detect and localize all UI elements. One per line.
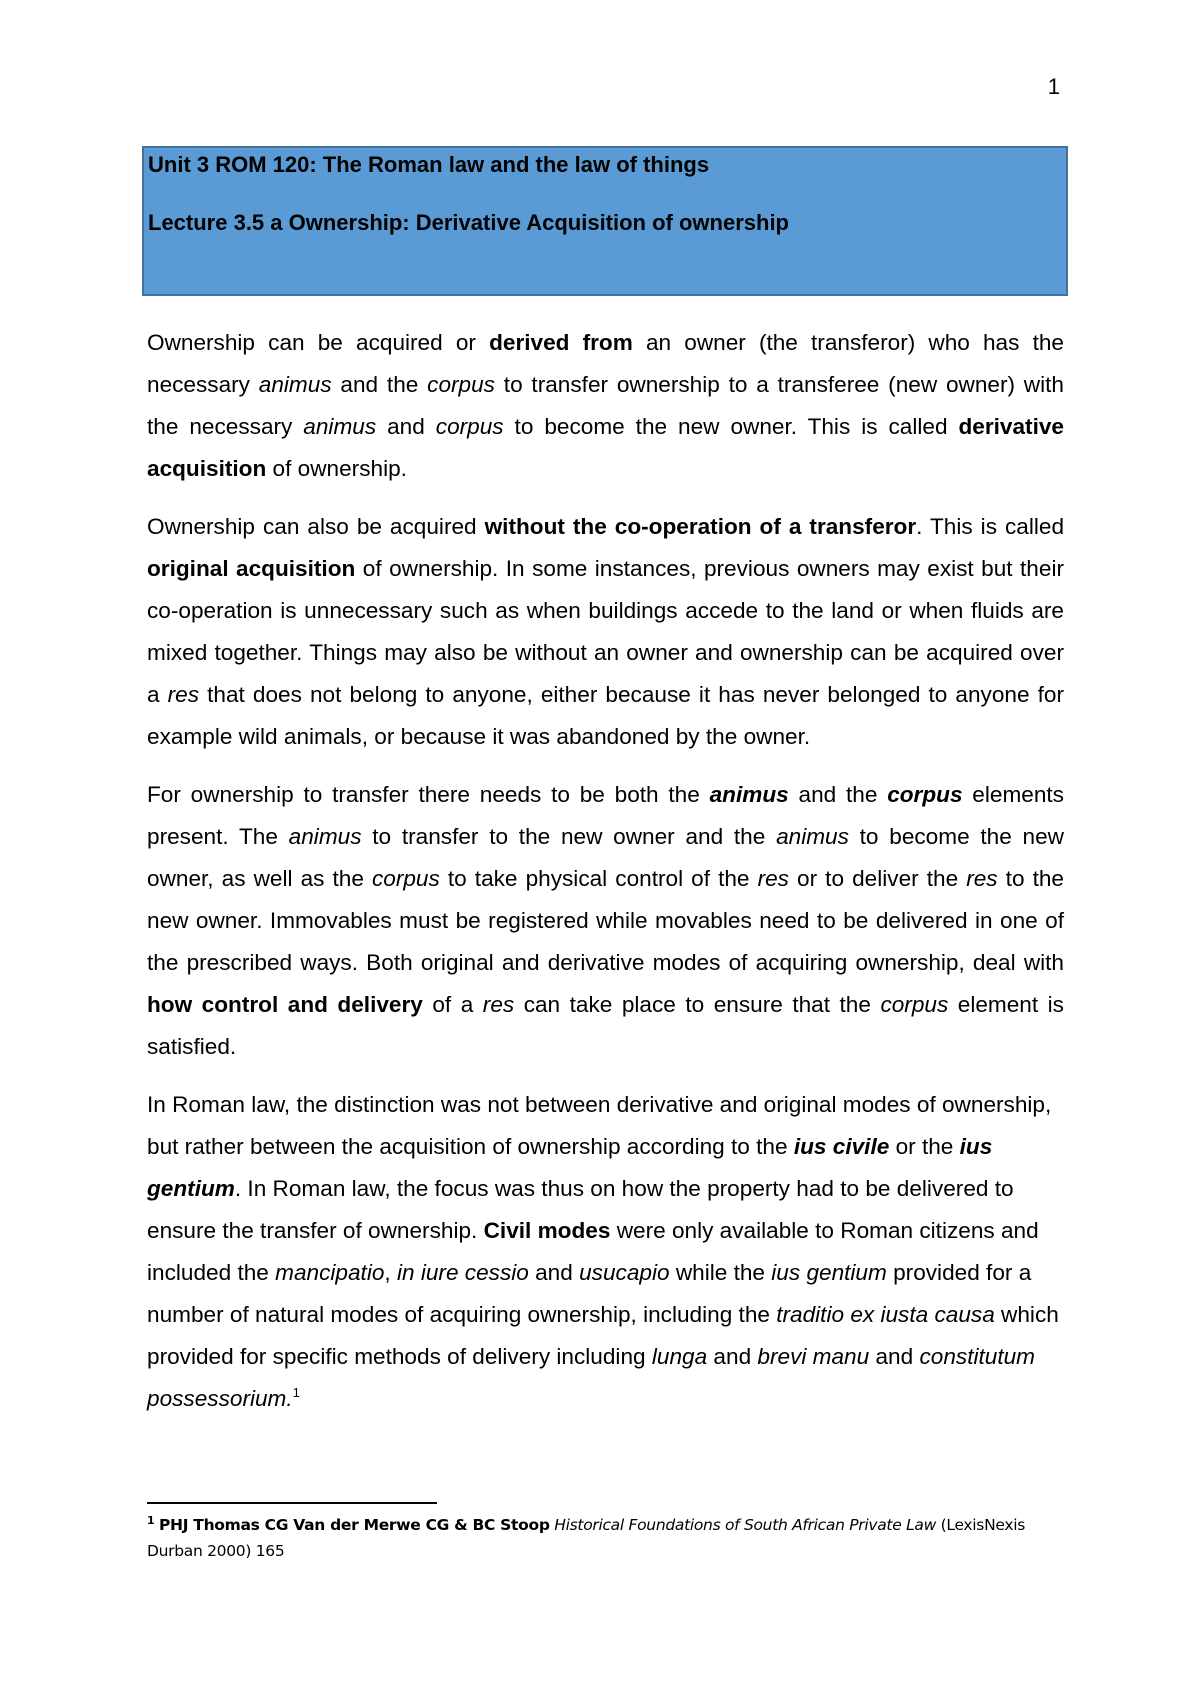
paragraph-derivative-acquisition: Ownership can be acquired or derived from an owner (the transferor) who has the necessary animus and the corpus to transfer ownership to a transferee (new owner) with the necessary animus and corpus to become the new owner. This is called derivative acquisition of ownership.: [147, 330, 1064, 481]
footnote-marker: 1: [147, 1514, 155, 1527]
emphasis-italic: animus: [776, 824, 849, 849]
emphasis-italic: corpus: [435, 414, 504, 439]
emphasis-bold: without the co-operation of a transferor: [484, 514, 917, 539]
lecture-title: Lecture 3.5 a Ownership: Derivative Acquisition of ownership: [148, 210, 789, 235]
document-body: [147, 322, 1064, 1436]
emphasis-italic: mancipatio: [275, 1260, 385, 1285]
paragraph-animus-corpus: For ownership to transfer there needs to be both the animus and the corpus elements present. The animus to transfer to the new owner and the animus to become the new owner, as well as the corpus to take physical control of the res or to deliver the res to the new owner. Immovables must be registered while movables need to be delivered in one of the prescribed ways. Both original and derivative modes of acquiring ownership, deal with how control and delivery of a res can take place to ensure that the corpus element is satisfied.: [147, 782, 1065, 1059]
emphasis-italic: res: [757, 866, 789, 891]
emphasis-italic: ius gentium: [771, 1260, 887, 1285]
emphasis-bold-italic: corpus: [887, 782, 963, 807]
emphasis-bold: original acquisition: [147, 556, 356, 581]
emphasis-bold-italic: animus: [709, 782, 789, 807]
emphasis-italic: animus: [303, 414, 377, 439]
footnote-publication: (LexisNexis Durban 2000) 165: [147, 1516, 1025, 1560]
page-number: 1: [1047, 74, 1060, 99]
emphasis-italic: res: [482, 992, 515, 1017]
emphasis-bold: how control and delivery: [147, 992, 423, 1017]
footnote-separator: [147, 1502, 437, 1504]
emphasis-italic: usucapio: [579, 1260, 670, 1285]
emphasis-italic: traditio ex iusta causa: [776, 1302, 995, 1327]
footnote-book-title: Historical Foundations of South African Private Law: [554, 1516, 936, 1534]
emphasis-italic: res: [167, 682, 200, 707]
emphasis-italic: corpus: [427, 372, 495, 397]
unit-title: Unit 3 ROM 120: The Roman law and the law of things: [148, 152, 710, 177]
emphasis-italic: corpus: [371, 866, 440, 891]
emphasis-bold: derivative acquisition: [147, 414, 1064, 481]
paragraph-roman-law-modes: In Roman law, the distinction was not between derivative and original modes of ownership, but rather between the acquisition of ownership according to the ius civile or the ius gentium. In Roman law, the focus was thus on how the property had to be delivered to ensure the transfer of ownership. Civil modes were only available to Roman citizens and included the mancipatio, in iure cessio and usucapio while the ius gentium provided for a number of natural modes of acquiring ownership, including the traditio ex iusta causa which provided for specific methods of delivery including lunga and brevi manu and constitutum possessorium.$^1$: [147, 1092, 1059, 1411]
footnote-authors: PHJ Thomas CG Van der Merwe CG & BC Stoop: [159, 1516, 550, 1534]
emphasis-italic: brevi manu: [757, 1344, 870, 1369]
emphasis-italic: animus: [288, 824, 362, 849]
emphasis-italic: corpus: [880, 992, 949, 1017]
paragraph-original-acquisition: Ownership can also be acquired without the co-operation of a transferor. This is called original acquisition of ownership. In some instances, previous owners may exist but their co-operation is unnecessary such as when buildings accede to the land or when fluids are mixed together. Things may also be without an owner and ownership can be acquired over a res that does not belong to anyone, either because it has never belonged to anyone for example wild animals, or because it was abandoned by the owner.: [147, 514, 1065, 749]
footnote: [147, 1512, 1027, 1564]
emphasis-italic: constitutum possessorium.: [147, 1344, 1035, 1411]
emphasis-bold-italic: ius civile: [793, 1134, 890, 1159]
emphasis-bold: derived from: [489, 330, 633, 355]
footnote-reference[interactable]: 1: [292, 1385, 300, 1400]
emphasis-italic: in iure cessio: [396, 1260, 529, 1285]
emphasis-italic: lunga: [651, 1344, 708, 1369]
emphasis-italic: res: [966, 866, 998, 891]
emphasis-italic: animus: [258, 372, 332, 397]
emphasis-bold-italic: ius gentium: [147, 1134, 993, 1201]
lecture-header-box: [142, 146, 1068, 296]
emphasis-bold: Civil modes: [483, 1218, 611, 1243]
